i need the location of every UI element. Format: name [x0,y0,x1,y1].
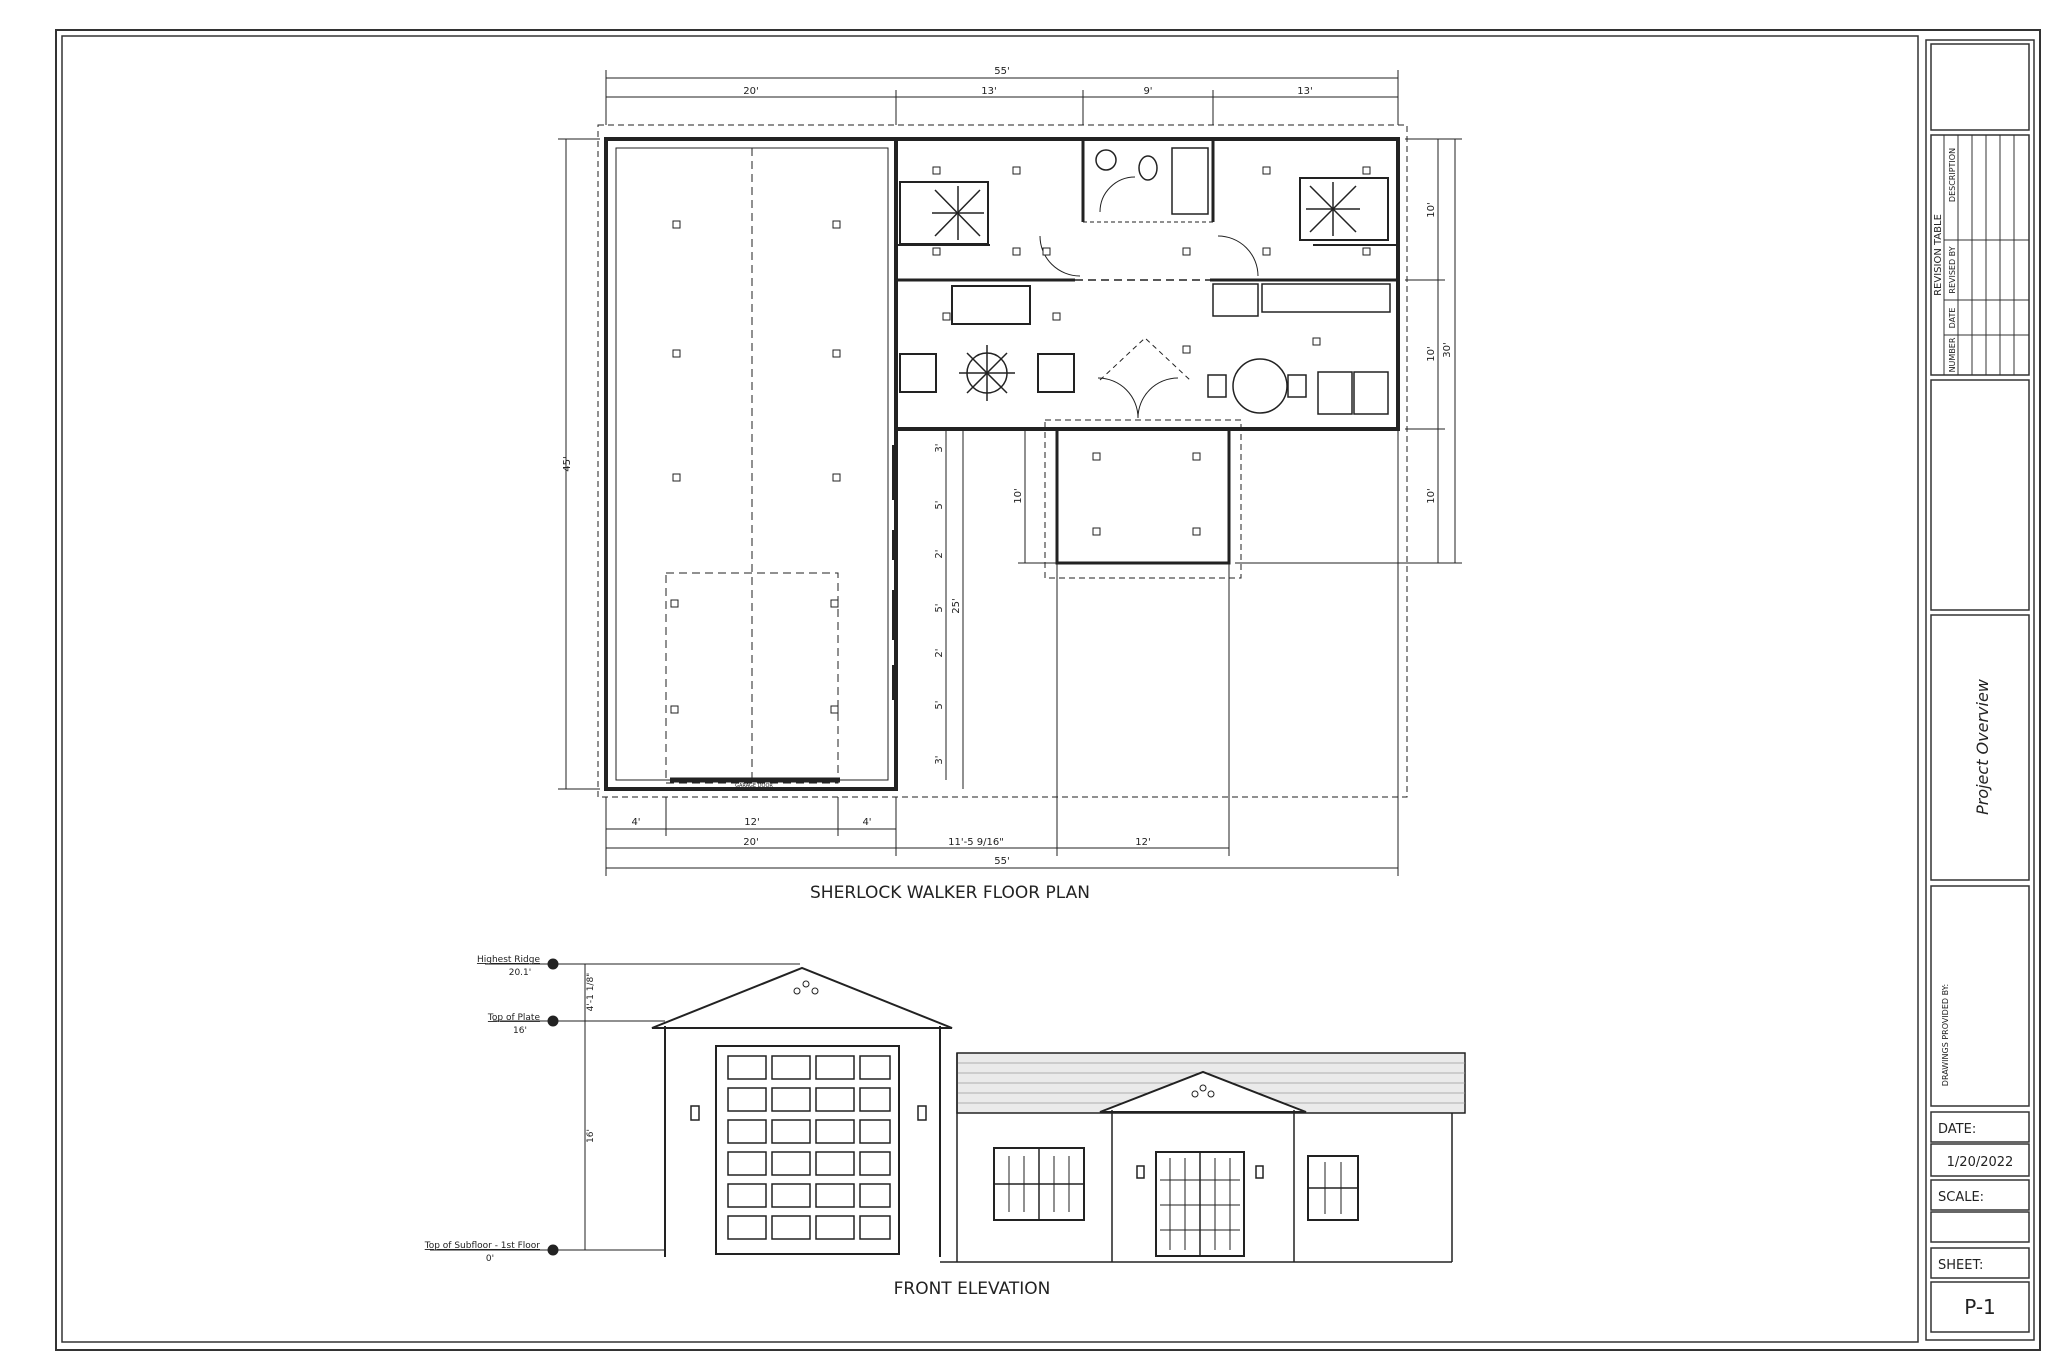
dim-top-mid2: 9' [1143,86,1153,97]
plan-roof-outline [598,125,1407,797]
level-value: 20.1' [508,968,532,978]
dim-top-mid1: 13' [981,86,997,97]
floor-plan [558,70,1462,876]
sofa [952,286,1030,324]
revision-header: NUMBER [1948,337,1957,373]
dim-left-overall: 45' [562,456,573,472]
dim-top-right: 13' [1297,86,1313,97]
dim-right-middle: 10' [1426,346,1437,362]
drawing-frame [62,36,1918,1342]
dim-elevation-upper: 4'-1 1/8" [586,972,596,1012]
dim-bottom: 20' [743,837,759,848]
date-label: DATE: [1938,1122,1977,1137]
tub-fixture [1172,148,1208,214]
dining-table [1233,359,1287,413]
sink-fixture [1096,150,1116,170]
scale-label: SCALE: [1938,1190,1985,1205]
level-label: Top of Subfloor - 1st Floor [424,1241,540,1251]
appliance [1318,372,1352,414]
entry-outline [1045,420,1241,578]
level-label: Top of Plate [487,1013,540,1023]
dim-garage-side: 5' [934,500,945,510]
sheet-title: Project Overview [1973,679,1992,815]
dim-bottom-overall: 55' [994,856,1010,867]
dim-garage-side: 3' [934,443,945,453]
chair [900,354,936,392]
sheet-number: P-1 [1964,1295,1996,1319]
garage-wall [606,139,896,789]
revision-header: REVISED BY [1948,246,1957,294]
level-label: Highest Ridge [476,955,540,965]
counter [1262,284,1390,312]
dim-garage-side: 2' [934,648,945,658]
entry-wall [1057,429,1229,563]
revision-header: DATE [1948,307,1957,329]
dim-garage-side: 2' [934,549,945,559]
dim-bottom: 11'-5 9/16" [948,837,1004,848]
date-value: 1/20/2022 [1946,1155,2014,1170]
dim-bottom: 4' [631,817,641,828]
drawings-provided-label: DRAWINGS PROVIDED BY: [1941,983,1950,1087]
front-elevation-title: FRONT ELEVATION [893,1279,1051,1299]
dim-right-upper: 10' [1426,202,1437,218]
counter [1213,284,1258,316]
dim-porch: 10' [1013,488,1024,504]
dim-bottom: 12' [1135,837,1151,848]
dim-bottom: 4' [862,817,872,828]
dim-right-overall: 30' [1442,342,1453,358]
garage-gable [652,968,952,1028]
appliance [1354,372,1388,414]
garage-door-elevation [716,1046,899,1254]
revision-table-title: REVISION TABLE [1933,214,1944,296]
dim-garage-side: 3' [934,755,945,765]
floor-plan-title: SHERLOCK WALKER FLOOR PLAN [810,883,1090,903]
garage-door-note: GARAGE DOOR [735,783,773,789]
dim-top-left: 20' [743,86,759,97]
sheet-label: SHEET: [1938,1258,1984,1273]
dim-elevation-lower: 16' [586,1129,596,1143]
elevation-levels [424,955,596,1264]
dim-garage-25: 25' [951,598,962,614]
plan-dimensions [562,66,1453,867]
dim-garage-side: 5' [934,603,945,613]
revision-header: DESCRIPTION [1948,147,1957,203]
toilet-fixture [1139,156,1157,180]
outer-border [56,30,2040,1350]
chair [1038,354,1074,392]
level-value: 16' [513,1026,527,1036]
dim-bottom: 12' [744,817,760,828]
dim-garage-side: 5' [934,700,945,710]
dim-right-lower: 10' [1426,488,1437,504]
level-value: 0' [485,1254,495,1264]
dim-overall-top: 55' [994,66,1010,77]
